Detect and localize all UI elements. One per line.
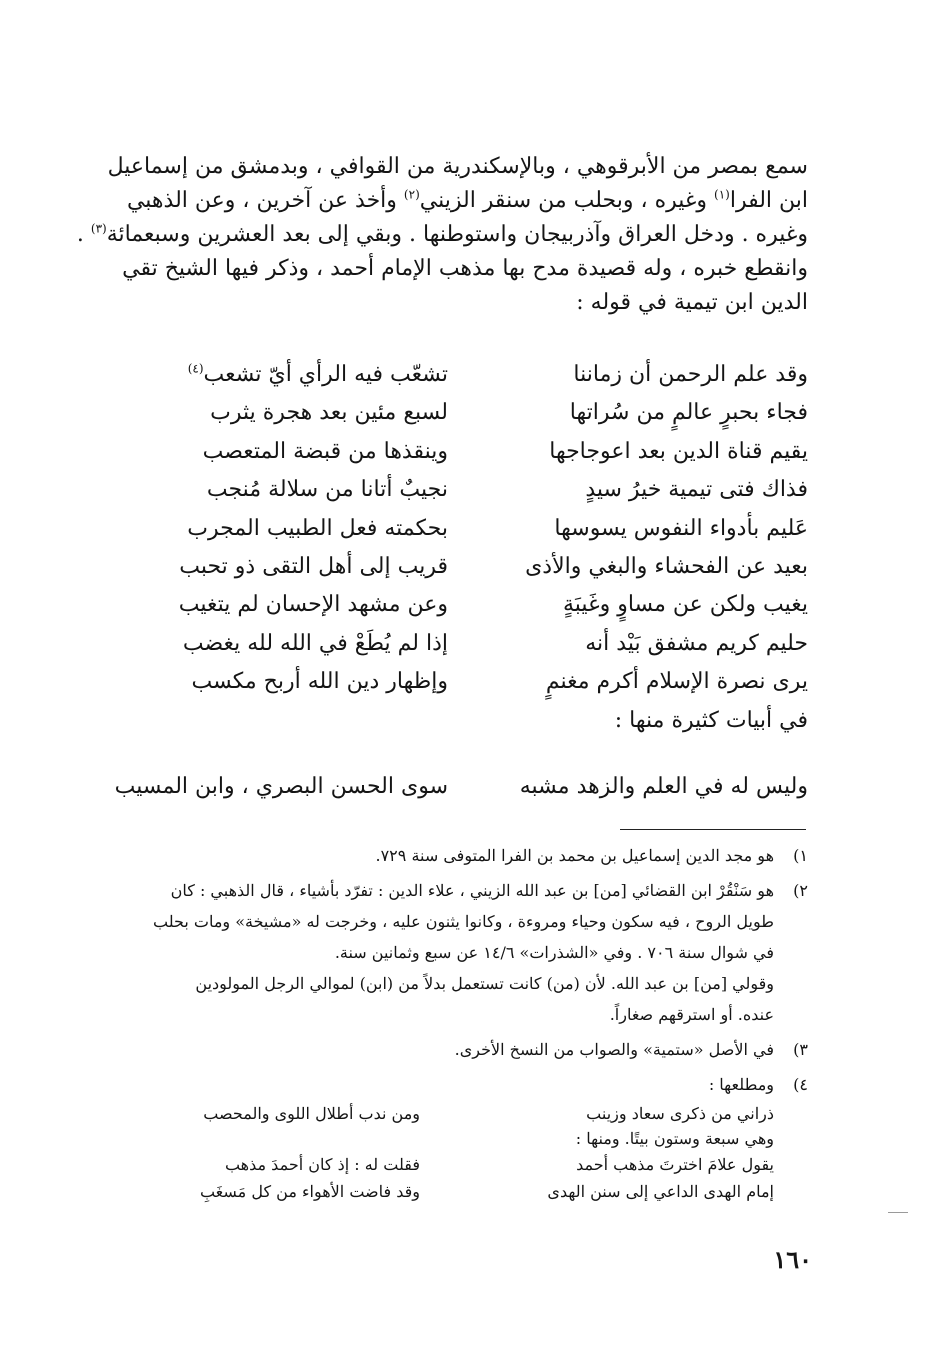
footnote-4: [140, 1069, 808, 1100]
poem-verse: [140, 663, 808, 701]
verse-second-hemistich: بحكمته فعل الطبيب المجرب: [187, 515, 448, 541]
verse-second-hemistich: وقد فاضت الأهواء من كل مَسغَبِ: [199, 1182, 420, 1201]
verse-first-hemistich: إمام الهدى الداعي إلى سنن الهدى: [547, 1182, 774, 1201]
footnote-text: في شوال سنة ٧٠٦ . وفي «الشذرات» ١٤/٦ عن سبع وثمانين سنة.: [334, 943, 774, 962]
footnote-number: ١): [793, 846, 808, 865]
poem-verse: [140, 356, 808, 394]
footnote-separator: [620, 829, 806, 830]
footnote-number: ٢): [793, 881, 808, 900]
verse-second-hemistich: نجيبٌ أتانا من سلالة مُنجب: [206, 477, 448, 503]
text-run: وغيره . ودخل العراق وآذربيجان واستوطنها . وبقي إلى بعد العشرين وسبعمائة: [106, 222, 808, 247]
verse-first-hemistich: يقول علامَ اخترتَ مذهب أحمد: [576, 1155, 774, 1174]
paragraph-line: سمع بمصر من الأبرقوهي ، وبالإسكندرية من القوافي ، وبدمشق من إسماعيل: [107, 154, 808, 179]
text-run: وأخذ عن آخرين ، وعن الذهبي: [126, 188, 404, 213]
footnote-ref[interactable]: (٤): [187, 361, 204, 376]
footnote-3: [140, 1034, 808, 1065]
footnotes: [140, 840, 808, 1205]
verse-intro-line: في أبيات كثيرة منها :: [614, 707, 808, 733]
text-run: تشعّب فيه الرأي أيّ تشعب: [203, 362, 448, 387]
verse-second-hemistich: وينقذها من قبضة المتعصب: [202, 438, 448, 464]
text-run: ابن الفرا: [729, 188, 808, 213]
footnote-1: [140, 840, 808, 871]
footnote-text: وهي سبعة وستون بيتًا. ومنها :: [575, 1129, 774, 1148]
paragraph-line: وانقطع خبره ، وله قصيدة مدح بها مذهب الإمام أحمد ، وذكر فيها الشيخ تقي: [122, 256, 808, 281]
main-paragraph: [76, 150, 808, 320]
poem-verse: [140, 510, 808, 548]
verse-second-hemistich: سوى الحسن البصري ، وابن المسيب: [114, 774, 448, 799]
poem-verse: [140, 394, 808, 432]
verse-first-hemistich: يرى نصرة الإسلام أكرم مغنمٍ: [545, 669, 808, 695]
text-run: وغيره ، وبحلب من سنقر الزيني: [419, 188, 714, 213]
verse-second-hemistich: لسبع مئين بعد هجرة يثرب: [210, 400, 448, 426]
quoted-verse: [140, 1100, 808, 1127]
verse-second-hemistich: وإظهار دين الله أربح مكسب: [191, 669, 448, 695]
footnote-text: عنده. أو استرقهم صغاراً.: [609, 1005, 774, 1024]
verse-first-hemistich: ذراني من ذكرى سعاد وزينب: [586, 1104, 774, 1123]
footnote-text: هو مجد الدين إسماعيل بن محمد بن الفرا المتوفى سنة ٧٢٩.: [375, 846, 774, 865]
verse-second-hemistich: [140, 356, 448, 394]
verse-second-hemistich: إذا لم يُطَعْ في الله لله يغضب: [182, 630, 448, 656]
verse-second-hemistich: ومن ندب أطلال اللوى والمحصب: [203, 1104, 420, 1123]
poem-verse: [140, 433, 808, 471]
verse-first-hemistich: بعيد عن الفحشاء والبغي والأذى: [525, 553, 808, 579]
footnote-text: وقولي [من] بن عبد الله. لأن (من) كانت تستعمل بدلاً من (ابن) لموالي الرجل المولودين: [195, 974, 774, 993]
quoted-verse: [140, 1178, 808, 1205]
footnote-2: [140, 875, 808, 1030]
footnote-text: ومطلعها :: [708, 1075, 774, 1094]
poem-verse: [140, 471, 808, 509]
footnote-ref[interactable]: (١): [714, 187, 730, 202]
poem: [140, 356, 808, 740]
footnote-number: ٣): [793, 1040, 808, 1059]
verse-first-hemistich: يقيم قناة الدين بعد اعوجاجها: [549, 438, 808, 464]
verse-first-hemistich: يغيب ولكن عن مساوٍ وغَيبَةٍ: [563, 592, 808, 618]
verse-first-hemistich: وقد علم الرحمن أن زماننا: [573, 362, 808, 387]
poem-verse: [140, 548, 808, 586]
quoted-verse: [140, 1151, 808, 1178]
verse-second-hemistich: قريب إلى أهل التقى ذو تحبب: [179, 553, 448, 579]
margin-mark: [888, 1212, 908, 1213]
paragraph-line: الدين ابن تيمية في قوله :: [576, 290, 808, 315]
verse-first-hemistich: فذاك فتى تيمية خيرُ سيدٍ: [585, 477, 808, 503]
verse-second-hemistich: فقلت له : إذ كان أحمدَ مذهب: [224, 1155, 420, 1174]
verse-first-hemistich: وليس له في العلم والزهد مشبه: [519, 774, 808, 799]
verse-first-hemistich: فجاء بحبرٍ عالمٍ من سُراتها: [569, 400, 808, 426]
verse-first-hemistich: عَليم بأدواء النفوس يسوسها: [554, 515, 808, 541]
footnote-ref[interactable]: (٢): [403, 187, 420, 202]
footnote-number: ٤): [793, 1075, 808, 1094]
verse-second-hemistich: وعن مشهد الإحسان لم يتغيب: [178, 592, 448, 618]
footnote-ref[interactable]: (٣): [90, 221, 107, 236]
poem-verse: [114, 768, 808, 806]
paragraph-line: [76, 218, 808, 252]
poem-verse: [140, 586, 808, 624]
poem-verse: [140, 625, 808, 663]
footnote-text: في الأصل «ستمية» والصواب من النسخ الأخرى.: [454, 1040, 774, 1059]
page-number: ١٦٠: [773, 1245, 812, 1274]
text-run: .: [76, 222, 91, 247]
footnote-text: هو سَنْقُرْ ابن القضائي [من] بن عبد الله الزيني ، علاء الدين : تفرّد بأشياء ، قال الذهبي : كان: [170, 881, 774, 900]
paragraph-line: [126, 184, 808, 218]
footnote-text: طويل الروح ، فيه سكون وحياء ومروءة ، وكانوا يثنون عليه ، وخرجت له «مشيخة» ومات بحلب: [153, 912, 774, 931]
verse-first-hemistich: حليم كريم مشفق بَيْد أنه: [585, 630, 808, 656]
